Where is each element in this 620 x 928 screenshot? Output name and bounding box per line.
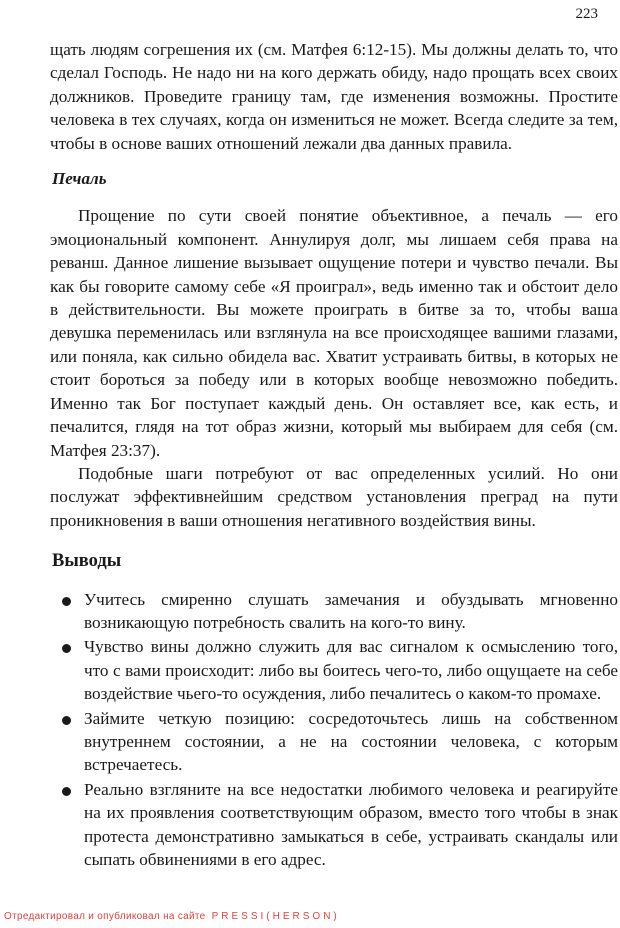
intro-paragraph: щать людям согрешения их (см. Матфея 6:12-15). Мы должны делать то, что сделал Господь. Не надо ни на кого держать обиду, надо прощать всех своих должников. Проведите границу там, где изменения возможны. Простите человека в тех случаях, когда он измениться не может. Всегда следите за тем, чтобы в основе ваших отношений лежали два данных правила.: [50, 40, 618, 153]
list-item-text: Реально взгляните на все недостатки любимого человека и реагируйте на их проявления соответствующим образом, вместо того чтобы в знак протеста демонстративно замыкаться в себе, устраивать скандалы или сыпать обвинениями в его адрес.: [84, 779, 618, 869]
list-item-text: Чувство вины должно служить для вас сигналом к осмыслению того, что с вами происходит: либо вы боитесь чего-то, либо ощущаете на себе воздействие чьего-то осуждения, либо печалитесь о каком-то промахе.: [84, 637, 618, 704]
conclusions-list: [50, 588, 618, 872]
list-item: [50, 778, 618, 872]
bullet-icon: [62, 716, 71, 725]
footer-credit: [4, 911, 340, 922]
list-item: [50, 707, 618, 777]
sadness-paragraph-1: Прощение по сути своей понятие объективное, а печаль — его эмоциональный компонент. Аннулируя долг, мы лишаем себя права на реванш. Данное лишение вызывает ощущение потери и чувство печали. Вы как бы говорите самому себе «Я проиграл», ведь именно так и обстоит дело в действительности. Вы можете проиграть в битве за то, чтобы ваша девушка переменилась или взглянула на все происходящее вашими глазами, или поняла, как сильно обидела вас. Хватит устраивать битвы, в которых не стоит бороться за победу или в которых вообще невозможно победить. Именно так Бог поступает каждый день. Он оставляет все, как есть, и печалится, глядя на тот образ жизни, который мы выбираем для себя (см. Матфея 23:37).: [50, 206, 618, 460]
footer-text: Отредактировал и опубликовал на сайте: [4, 911, 206, 922]
list-item: [50, 635, 618, 705]
section-title-conclusions: Выводы: [52, 551, 122, 572]
list-item: [50, 588, 618, 635]
page-number: 223: [575, 6, 598, 22]
bullet-icon: [62, 597, 71, 606]
list-item-text: Займите четкую позицию: сосредоточьтесь лишь на собственном внутреннем состоянии, а не на состоянии человека, с которым встречаетесь.: [84, 708, 618, 775]
bullet-icon: [62, 644, 71, 653]
bullet-icon: [62, 787, 71, 796]
sadness-paragraph-2: Подобные шаги потребуют от вас определенных усилий. Но они послужат эффективнейшим средством установления преград на пути проникновения в ваши отношения негативного воздействия вины.: [50, 463, 618, 530]
page-body: [50, 38, 618, 872]
list-item-text: Учитесь смиренно слушать замечания и обуздывать мгновенно возникающую потребность свалить на кого-то вину.: [84, 589, 618, 632]
section-title-sadness: Печаль: [52, 169, 107, 189]
footer-brand: PRESSI(HERSON): [211, 911, 340, 922]
